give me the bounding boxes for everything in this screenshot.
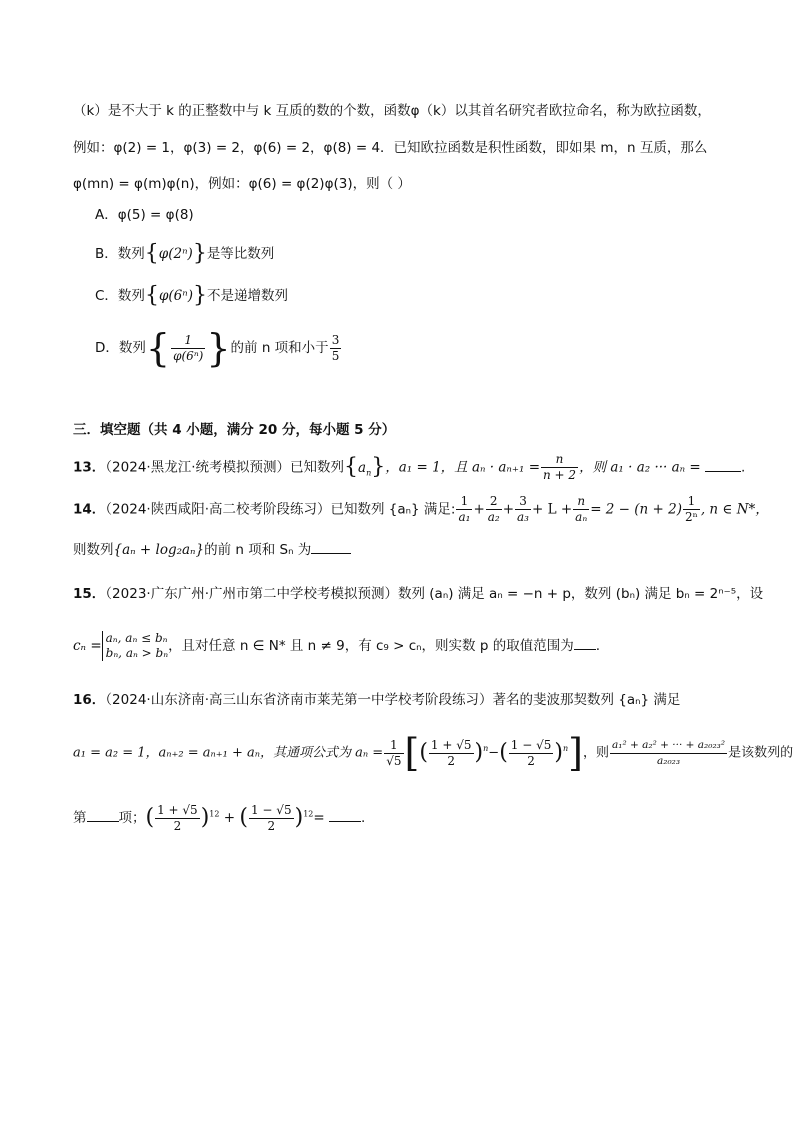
section-title bbox=[73, 420, 395, 440]
q16-text-then: ，则 bbox=[582, 745, 609, 761]
option-a-text: A．φ(5) = φ(8) bbox=[95, 207, 194, 223]
question-number: 16． bbox=[73, 692, 106, 708]
fraction-denominator: φ(6ⁿ) bbox=[173, 348, 204, 363]
option-b-suffix: 是等比数列 bbox=[206, 246, 275, 262]
answer-blank[interactable] bbox=[87, 809, 119, 822]
question-13 bbox=[73, 452, 745, 483]
question-14: 14．（2024·陕西咸阳·高二校考阶段练习）已知数列 {aₙ} 满足: $\frac{1}{\text{a₁}}$ + $\frac{2}{\text{a₂}}$ + $\frac{3}{\text{a₃}}$ + L + $\frac{n}{\text{aₙ}}$ = 2 − (n + 2) $\frac{1}{\text{2ⁿ}}$ , n ∈ N*， bbox=[73, 494, 769, 524]
fraction-numerator: n bbox=[573, 494, 589, 510]
fraction-denominator: 2 bbox=[267, 818, 276, 833]
option-d-suffix: 的前 n 项和小于 bbox=[230, 340, 329, 356]
piecewise-case-2: bₙ, aₙ > bₙ bbox=[105, 646, 169, 660]
option-d-prefix: D．数列 bbox=[95, 340, 146, 356]
answer-blank[interactable] bbox=[311, 541, 351, 554]
fraction-denominator: a₂ bbox=[487, 510, 500, 524]
question-number: 15． bbox=[73, 586, 106, 602]
q16-ratio-fraction bbox=[610, 738, 727, 769]
option-c bbox=[95, 283, 288, 308]
fraction-numerator: 1 + √5 bbox=[157, 802, 198, 817]
q16-text-term: 是该数列的 bbox=[728, 745, 794, 761]
q16-text-1: 著名的斐波那契数列 {aₙ} 满足 bbox=[492, 692, 681, 708]
q14-fraction-1 bbox=[456, 494, 472, 525]
exponent-12: 12 bbox=[209, 809, 220, 819]
q13-text-1: 已知数列 bbox=[290, 459, 344, 476]
fraction-numerator: 1 bbox=[456, 494, 472, 510]
left-paren: ( bbox=[499, 740, 508, 765]
right-paren: ) bbox=[554, 740, 563, 765]
option-a bbox=[95, 205, 194, 225]
fraction-numerator: 1 bbox=[171, 333, 205, 349]
exponent-n: n bbox=[483, 744, 489, 754]
q14-line2-text-1: 则数列 bbox=[73, 542, 114, 558]
question-15 bbox=[73, 584, 763, 604]
question-number: 14． bbox=[73, 501, 106, 518]
q14-rhs: = 2 − (n + 2) bbox=[590, 501, 683, 518]
right-bracket: ] bbox=[568, 731, 583, 775]
q14-line2-text-2: 的前 n 项和 Sₙ 为 bbox=[204, 542, 312, 558]
q14-fraction-5 bbox=[683, 494, 700, 525]
section-title-text: 三．填空题（共 4 小题，满分 20 分，每小题 5 分） bbox=[73, 422, 396, 438]
q16-equals: = bbox=[313, 810, 325, 826]
option-b-math: φ(2ⁿ) bbox=[158, 246, 193, 262]
option-d-fraction bbox=[171, 333, 205, 364]
answer-blank[interactable] bbox=[329, 809, 361, 822]
left-paren: ( bbox=[239, 805, 248, 830]
right-paren: ) bbox=[200, 805, 210, 830]
option-d-bound-fraction bbox=[330, 333, 342, 364]
intro-line-1 bbox=[73, 101, 711, 121]
q16-period: . bbox=[360, 810, 366, 826]
q16-phi-fraction-2 bbox=[155, 803, 200, 834]
right-brace: } bbox=[371, 454, 386, 480]
q15-text-1: 数列 (aₙ) 满足 aₙ = −n + p，数列 (bₙ) 满足 bₙ = 2ⁿ⁻⁵，设 bbox=[398, 586, 764, 602]
left-brace: { bbox=[144, 241, 159, 266]
sequence-a-n: $a_n$ bbox=[358, 459, 372, 478]
fraction-numerator: 1 − √5 bbox=[250, 802, 292, 817]
q13-text-4: . bbox=[741, 459, 746, 476]
right-paren: ) bbox=[294, 805, 304, 830]
q16-psi-fraction bbox=[509, 738, 554, 769]
intro-line-3 bbox=[73, 174, 411, 194]
q14-fraction-3 bbox=[515, 494, 531, 525]
right-brace: } bbox=[192, 241, 207, 266]
answer-blank[interactable] bbox=[574, 637, 596, 650]
question-15-line-2 bbox=[73, 626, 600, 666]
piecewise-case-1: aₙ, aₙ ≤ bₙ bbox=[105, 631, 168, 645]
fraction-numerator: n bbox=[541, 452, 578, 468]
q15-text-3: . bbox=[595, 638, 600, 654]
left-bracket: [ bbox=[404, 731, 420, 775]
fraction-denominator: 2 bbox=[173, 818, 182, 833]
q16-formula-lead: a₁ = a₂ = 1，aₙ₊₂ = aₙ₊₁ + aₙ，其通项公式为 aₙ = bbox=[73, 745, 384, 761]
option-c-prefix: C．数列 bbox=[95, 288, 145, 304]
option-d bbox=[95, 328, 342, 368]
q14-line2-math: {aₙ + log₂aₙ} bbox=[113, 542, 205, 558]
question-16 bbox=[73, 690, 680, 710]
question-16-line-3: 第 项；( $\frac{1 + √5}{2}$ )$^{12}$ + ( $\frac{1 - √5}{2}$ )$^{12}$= . bbox=[73, 802, 366, 833]
fraction-numerator: a₁² + a₂² + ··· + a₂₀₂₃² bbox=[610, 738, 727, 754]
intro-text-3: φ(mn) = φ(m)φ(n)，例如：φ(6) = φ(2)φ(3)，则（ ） bbox=[73, 176, 411, 192]
q14-fraction-4 bbox=[573, 494, 589, 525]
fraction-numerator: 1 − √5 bbox=[510, 737, 552, 752]
option-c-math: φ(6ⁿ) bbox=[158, 288, 193, 304]
fraction-numerator: 1 bbox=[384, 738, 403, 754]
fraction-numerator: 2 bbox=[486, 494, 502, 510]
q16-psi-fraction-2 bbox=[249, 803, 294, 834]
q13-fraction bbox=[541, 452, 578, 483]
question-16-line-2: a₁ = a₂ = 1，aₙ₊₂ = aₙ₊₁ + aₙ，其通项公式为 aₙ = $\frac{1}{√5}$ [( $\frac{1 + √5}{2}$ )$^n$−( $\frac{1 - √5}{2}$ )$^n$]，则 $\frac{\text{a₁² + a₂² + ··· + a₂₀₂₃²}}{\text{a₂₀₂₃}}$ 是该数列的 bbox=[73, 731, 794, 775]
fraction-denominator: aₙ bbox=[575, 510, 588, 524]
option-b-prefix: B．数列 bbox=[95, 246, 145, 262]
left-paren: ( bbox=[145, 805, 155, 830]
exponent-12: 12 bbox=[303, 809, 314, 819]
exponent-n: n bbox=[562, 744, 569, 754]
question-source: （2023·广东广州·广州市第二中学校考模拟预测） bbox=[105, 586, 398, 602]
q15-c-lhs: cₙ = bbox=[73, 638, 102, 654]
fraction-denominator: 2ⁿ bbox=[685, 510, 698, 524]
q14-text-1: 已知数列 {aₙ} 满足: bbox=[330, 501, 456, 518]
fraction-denominator: 2 bbox=[447, 753, 456, 768]
fraction-denominator: a₃ bbox=[517, 510, 529, 524]
fraction-numerator: 3 bbox=[515, 494, 531, 510]
right-paren: ) bbox=[474, 740, 484, 765]
intro-text-2: 例如：φ(2) = 1，φ(3) = 2，φ(6) = 2，φ(8) = 4．已知欧拉函数是积性函数，即如果 m，n 互质，那么 bbox=[73, 140, 708, 156]
fraction-numerator: 3 bbox=[331, 332, 340, 347]
q14-condition: , n ∈ N*， bbox=[700, 501, 769, 518]
answer-blank[interactable] bbox=[705, 459, 741, 472]
q16-text-di: 第 bbox=[73, 810, 87, 826]
q16-phi-fraction bbox=[429, 738, 474, 769]
fraction-numerator: 1 bbox=[683, 494, 700, 510]
fraction-denominator: 2 bbox=[527, 753, 535, 768]
left-brace: { bbox=[344, 454, 358, 480]
fraction-denominator: n + 2 bbox=[543, 468, 577, 482]
q16-coefficient bbox=[384, 738, 403, 769]
left-paren: ( bbox=[419, 740, 428, 765]
right-brace: } bbox=[206, 326, 231, 370]
left-brace: { bbox=[144, 283, 159, 308]
intro-text-1: （k）是不大于 k 的正整数中与 k 互质的数的个数，函数φ（k）以其首名研究者欧拉命名，称为欧拉函数， bbox=[73, 103, 711, 119]
right-brace: } bbox=[192, 283, 207, 308]
q14-fraction-2 bbox=[486, 494, 502, 525]
question-source: （2024·山东济南·高三山东省济南市莱芜第一中学校考阶段练习） bbox=[105, 692, 493, 708]
q14-dots: + L + bbox=[532, 501, 573, 518]
fraction-denominator: a₁ bbox=[458, 510, 471, 524]
question-14-line-2 bbox=[73, 540, 351, 560]
fraction-denominator: √5 bbox=[386, 753, 402, 768]
left-brace: { bbox=[145, 326, 171, 370]
question-source: （2024·陕西咸阳·高二校考阶段练习） bbox=[105, 501, 331, 518]
question-source: （2024·黑龙江·统考模拟预测） bbox=[105, 459, 290, 476]
fraction-denominator: 5 bbox=[331, 348, 340, 363]
fraction-numerator: 1 + √5 bbox=[430, 737, 472, 752]
option-b bbox=[95, 241, 275, 266]
question-number: 13． bbox=[73, 459, 106, 476]
q13-text-2: ，a₁ = 1，且 aₙ · aₙ₊₁ = bbox=[385, 459, 541, 476]
q15-text-2: ，且对任意 n ∈ N* 且 n ≠ 9，有 c₉ > cₙ，则实数 p 的取值范围为 bbox=[168, 638, 574, 654]
q13-text-3: ，则 a₁ · a₂ ··· aₙ = bbox=[579, 459, 706, 476]
q16-text-xiang: 项； bbox=[118, 810, 146, 826]
piecewise-definition bbox=[102, 631, 168, 661]
intro-line-2 bbox=[73, 138, 707, 158]
option-c-suffix: 不是递增数列 bbox=[206, 288, 288, 304]
fraction-denominator: a₂₀₂₃ bbox=[656, 754, 681, 767]
